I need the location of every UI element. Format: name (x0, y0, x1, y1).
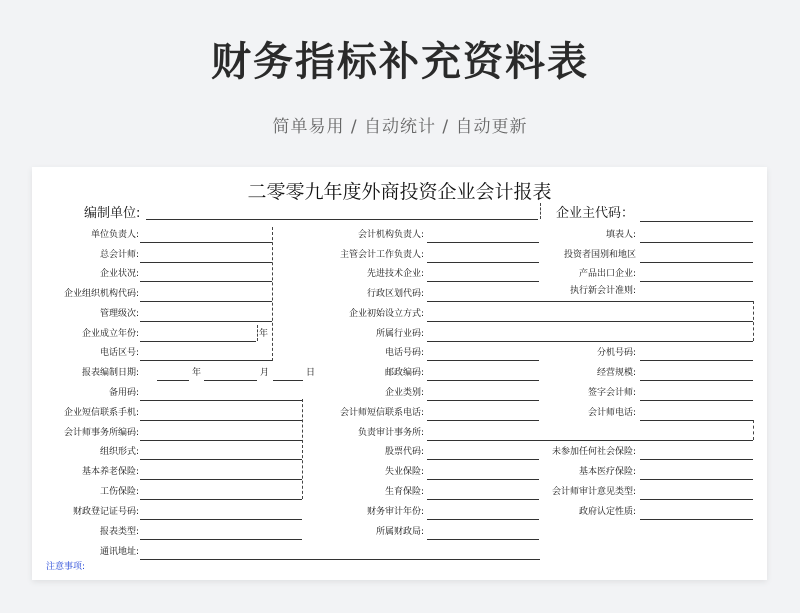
field-filler[interactable] (640, 242, 753, 243)
field-finance-bureau[interactable] (427, 539, 539, 540)
field-gov-nature[interactable] (640, 519, 753, 520)
field-report-month[interactable] (204, 380, 257, 381)
field-audit-year[interactable] (427, 519, 539, 520)
label-injury-ins: 工伤保险: (99, 487, 139, 497)
field-business-scale[interactable] (640, 380, 753, 381)
date-day-label: 日 (306, 368, 316, 378)
field-fiscal-reg[interactable] (140, 519, 302, 520)
field-tech-enterprise[interactable] (427, 281, 539, 282)
divider (753, 420, 754, 440)
label-firm-code: 会计师事务所编码: (63, 428, 139, 438)
label-spare-code: 备用码: (108, 388, 139, 398)
form-title: 二零零九年度外商投资企业会计报表 (247, 181, 552, 203)
date-year-label: 年 (192, 368, 202, 378)
field-company-type[interactable] (427, 400, 539, 401)
label-finance-bureau: 所属财政局: (375, 527, 424, 537)
unit-field[interactable] (146, 219, 538, 220)
field-unit-head[interactable] (140, 242, 272, 243)
label-extension: 分机号码: (596, 348, 636, 358)
label-founded-year: 企业成立年份: (81, 329, 139, 339)
label-fiscal-reg: 财政登记证号码: (72, 507, 139, 517)
label-company-status: 企业状况: (99, 269, 139, 279)
label-business-scale: 经营规模: (596, 368, 636, 378)
field-setup-method[interactable] (427, 321, 753, 322)
label-tech-enterprise: 先进技术企业: (366, 269, 424, 279)
field-company-status[interactable] (140, 281, 272, 282)
label-medical-ins: 基本医疗保险: (578, 467, 636, 477)
label-no-social-ins: 未参加任何社会保险: (551, 447, 636, 457)
field-no-social-ins[interactable] (640, 459, 753, 460)
label-report-type: 报表类型: (99, 527, 139, 537)
field-acct-manager[interactable] (427, 262, 539, 263)
field-address[interactable] (140, 559, 540, 560)
label-audit-firm: 负责审计事务所: (357, 428, 424, 438)
code-field[interactable] (640, 221, 753, 222)
field-pension[interactable] (140, 479, 302, 480)
label-filler: 填表人: (605, 230, 636, 240)
divider (540, 203, 541, 219)
field-accountant-sms[interactable] (427, 420, 539, 421)
field-medical-ins[interactable] (640, 479, 753, 480)
label-phone: 电话号码: (384, 348, 424, 358)
label-audit-year: 财务审计年份: (366, 507, 424, 517)
field-acct-head[interactable] (427, 242, 539, 243)
notes-label: 注意事项: (46, 562, 86, 572)
divider (753, 301, 754, 341)
field-report-year[interactable] (157, 380, 189, 381)
field-signing-accountant[interactable] (640, 400, 753, 401)
label-industry-code: 所属行业码: (375, 329, 424, 339)
field-spare-code[interactable] (140, 400, 302, 401)
label-org-form: 组织形式: (99, 447, 139, 457)
label-stock-code: 股票代码: (384, 447, 424, 457)
label-postcode: 邮政编码: (384, 368, 424, 378)
label-investor-country: 投资者国别和地区 (563, 250, 636, 260)
field-founded-year[interactable] (140, 341, 256, 342)
field-report-type[interactable] (140, 539, 302, 540)
field-report-day[interactable] (273, 380, 303, 381)
field-export-enterprise[interactable] (640, 281, 753, 282)
field-region-code[interactable] (427, 301, 753, 302)
field-extension[interactable] (640, 360, 753, 361)
label-signing-accountant: 签字会计师: (587, 388, 636, 398)
field-phone[interactable] (427, 360, 539, 361)
field-mgmt-level[interactable] (140, 321, 272, 322)
label-acct-manager: 主管会计工作负责人: (339, 250, 424, 260)
year-suffix: 年 (259, 329, 269, 339)
field-unemployment[interactable] (427, 479, 539, 480)
label-new-standards: 执行新会计准则: (569, 286, 636, 296)
label-sms-mobile: 企业短信联系手机: (63, 408, 139, 418)
label-unemployment: 失业保险: (384, 467, 424, 477)
field-firm-code[interactable] (140, 440, 302, 441)
form-sheet (32, 167, 767, 580)
date-month-label: 月 (260, 368, 270, 378)
field-chief-accountant[interactable] (140, 262, 272, 263)
field-audit-firm[interactable] (427, 440, 753, 441)
label-accountant-sms: 会计师短信联系电话: (339, 408, 424, 418)
field-stock-code[interactable] (427, 459, 539, 460)
field-maternity[interactable] (427, 499, 539, 500)
label-chief-accountant: 总会计师: (99, 250, 139, 260)
field-sms-mobile[interactable] (140, 420, 302, 421)
field-org-code[interactable] (140, 301, 272, 302)
label-maternity: 生育保险: (384, 487, 424, 497)
field-audit-opinion[interactable] (640, 499, 753, 500)
label-gov-nature: 政府认定性质: (578, 507, 636, 517)
page-title: 财务指标补充资料表 (211, 39, 589, 85)
field-accountant-phone[interactable] (640, 420, 753, 421)
divider (272, 227, 273, 361)
label-accountant-phone: 会计师电话: (587, 408, 636, 418)
unit-label: 编制单位: (84, 206, 141, 221)
field-investor-country[interactable] (640, 262, 753, 263)
label-region-code: 行政区划代码: (366, 289, 424, 299)
label-report-date: 报表编制日期: (81, 368, 139, 378)
divider (257, 325, 258, 341)
label-unit-head: 单位负责人: (90, 230, 139, 240)
field-area-code[interactable] (140, 360, 272, 361)
label-export-enterprise: 产品出口企业: (578, 269, 636, 279)
label-setup-method: 企业初始设立方式: (348, 309, 424, 319)
field-org-form[interactable] (140, 459, 302, 460)
label-company-type: 企业类别: (384, 388, 424, 398)
label-area-code: 电话区号: (99, 348, 139, 358)
label-mgmt-level: 管理级次: (99, 309, 139, 319)
label-audit-opinion: 会计师审计意见类型: (551, 487, 636, 497)
label-pension: 基本养老保险: (81, 467, 139, 477)
page-subtitle: 简单易用 / 自动统计 / 自动更新 (272, 117, 528, 137)
field-injury-ins[interactable] (140, 499, 302, 500)
field-postcode[interactable] (427, 380, 539, 381)
field-industry-code[interactable] (427, 341, 753, 342)
code-label: 企业主代码： (556, 206, 635, 221)
label-org-code: 企业组织机构代码: (63, 289, 139, 299)
label-address: 通讯地址: (99, 547, 139, 557)
label-acct-head: 会计机构负责人: (357, 230, 424, 240)
